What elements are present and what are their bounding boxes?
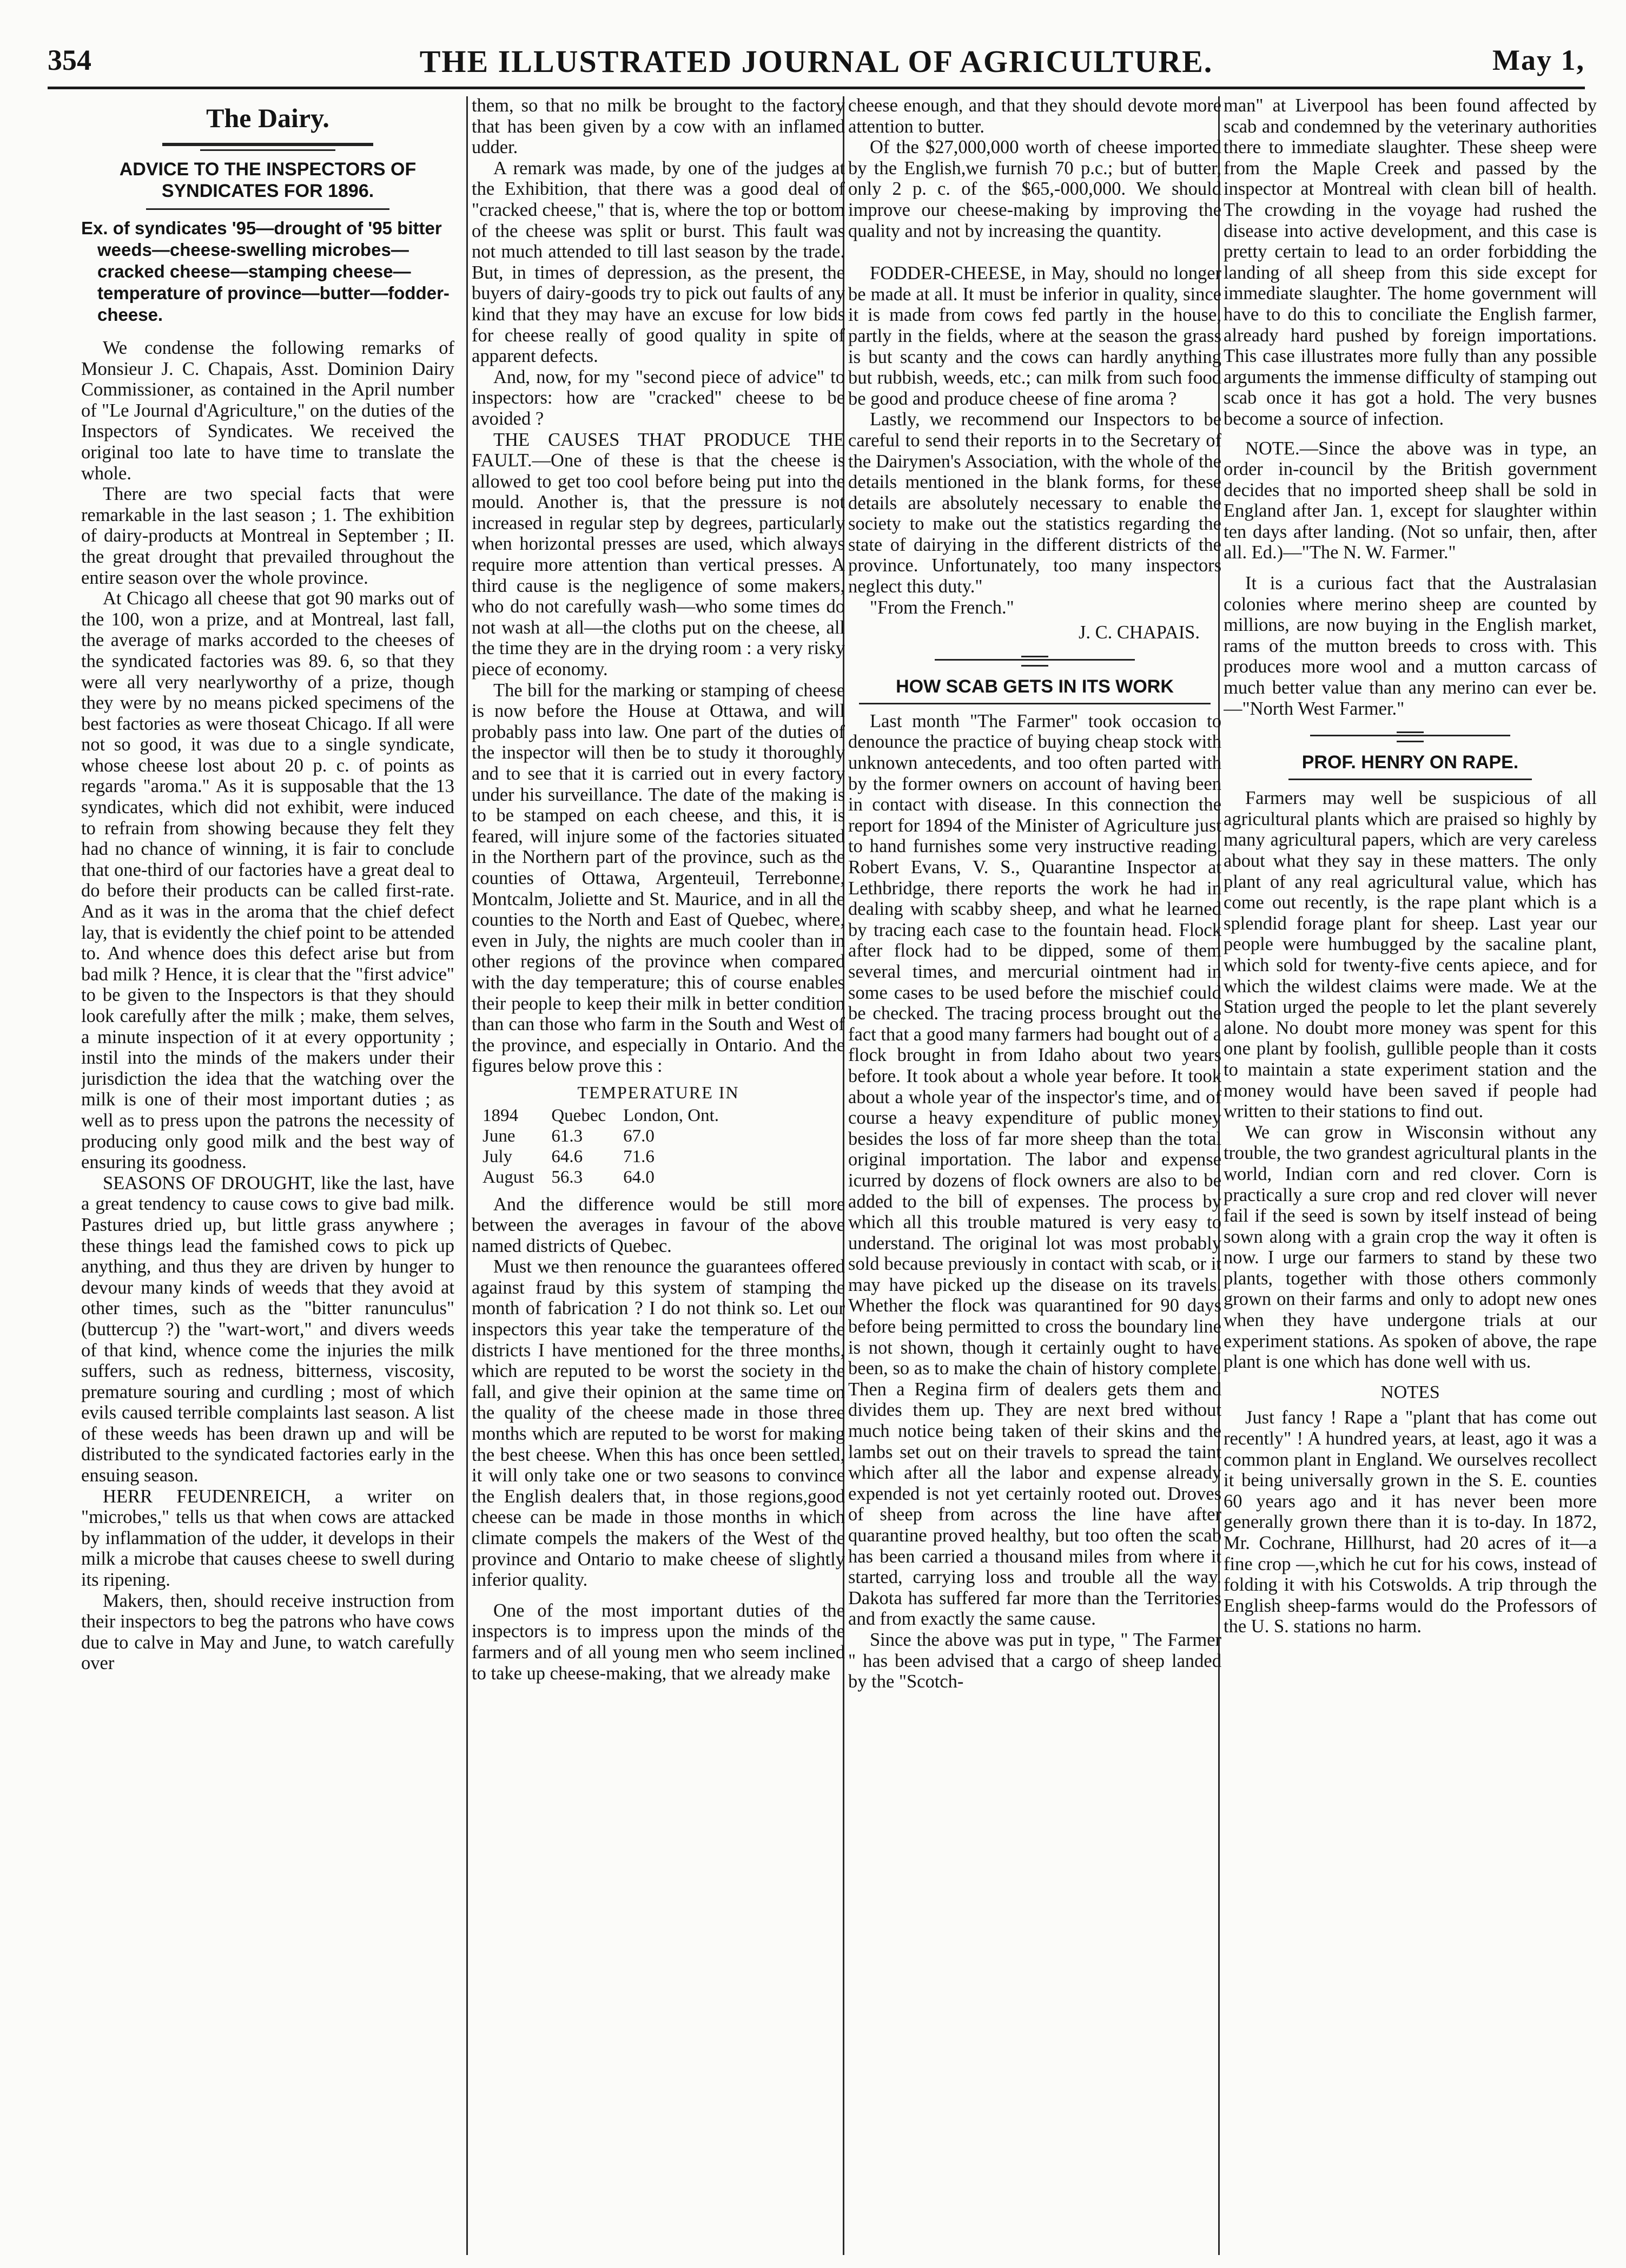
paragraph: We condense the following remarks of Monsieur J. C. Chapais, Asst. Dominion Dairy Commissioner, as contained in the April number of "Le Journal d'Agriculture," on the duties of the Inspectors of Syndicates. We received the original too late to have time to translate the whole. xyxy=(81,338,454,484)
table-header-row xyxy=(482,1105,736,1126)
table-cell: August xyxy=(482,1167,534,1187)
paragraph: Last month "The Farmer" took occasion to denounce the practice of buying cheap stock with unknown antecedents, and too often parted with by the former owners on account of having been in contact with disease. In this connection the report for 1894 of the Minister of Agriculture just to hand furnishes some very instructive reading. Robert Evans, V. S., Quarantine Inspector at Lethbridge, there reports the work he had in dealing with scabby sheep, and what he learned by tracing each case to the fountain head. Flock after flock had to be dipped, some of them several times, and mercurial ointment had in some cases to be used before the mischief could be checked. The tracing process brought out the fact that a good many farmers had bought out of a flock brought in from Idaho about two years before. It took about a whole year before. It took about a whole year of the inspector's time, and of course a heavy expenditure of public money besides the loss of far more sheep than the total original importation. The labor and expense icurred by dozens of flock owners are also to be added to the bill of expenses. The process by which all this trouble matured is very easy to understand. The original lot was most probably sold because previously in contact with scab, or it may have picked up the disease on its travels. Whether the flock was quarantined for 90 days before being permitted to cross the boundary line is not shown, though it certainly ought to have been, so as to make the chain of history complete. Then a Regina firm of dealers gets them and divides them up. They are next bred without much notice being taken of their skins and the lambs set out on their travels to spread the taint which after all the labor and expense already expended is not yet certainly rooted out. Droves of sheep from across the line have after quarantine proved healthy, but too often the scab has been carried a thousand miles from where it started, carrying loss and trouble all the way. Dakota has suffered far more than the Territories and from exactly the same cause. xyxy=(848,710,1221,1630)
table-cell: 56.3 xyxy=(551,1167,583,1187)
paragraph: There are two special facts that were remarkable in the last season ; 1. The exhibition of dairy-products at Montreal in September ; II. the great drought that prevailed throughout the entire season over the whole province. xyxy=(81,484,454,588)
ornamental-rule xyxy=(848,652,1221,668)
table-cell: 64.0 xyxy=(623,1167,655,1187)
article-subhead: Ex. of syndicates '95—drought of '95 bitter weeds—cheese-swelling microbes—cracked cheese—stamping cheese—temperature of province—butter—fodder-cheese. xyxy=(81,218,450,325)
temperature-table xyxy=(472,1082,845,1188)
section-rule xyxy=(200,149,335,151)
headline-rule xyxy=(1288,779,1532,780)
paragraph: SEASONS OF DROUGHT, like the last, have a great tendency to cause cows to give bad milk. Pastures dried up, but little grass anywhere ; these things lead the famished cows to pick up anything, and thus they are driven by hunger to devour many kinds of weeds that they avoid at other times, such as the "bitter ranunculus" (buttercup ?) the "wart-wort," and divers weeds of that kind, whence come the injuries the milk suffers, such as redness, bitterness, viscosity, premature souring and curdling ; most of which evils caused terrible complaints last season. A list of these weeds has been drawn up and will be distributed to the syndicated factories early in the ensuing season. xyxy=(81,1172,454,1486)
paragraph: We can grow in Wisconsin without any trouble, the two grandest agricultural plants in the world, Indian corn and red clover. Corn is practically a sure crop and red clover will never fail if the seed is sown by itself instead of being sown along with a grain crop the way it often is now. I urge our farmers to stand by these two plants, together with those others commonly grown on their farms and only to adopt new ones when they have undergone trials at our experiment stations. As spoken of above, the rape plant is one which has done well with us. xyxy=(1224,1122,1597,1373)
page-number: 354 xyxy=(48,44,91,76)
table-cell: June xyxy=(482,1126,515,1146)
paragraph: Makers, then, should receive instruction from their inspectors to beg the patrons who have cows due to calve in May and June, to watch carefully over xyxy=(81,1590,454,1674)
paragraph: them, so that no milk be brought to the factory that has been given by a cow with an inflamed udder. xyxy=(472,95,845,158)
header-rule xyxy=(48,87,1585,89)
table-title: TEMPERATURE IN xyxy=(577,1082,739,1102)
paragraph: Of the $27,000,000 worth of cheese imported by the English,we furnish 70 p.c.; but of butter, only 2 p. c. of the $65,-000,000. We should improve our cheese-making by improving the quality and not by increasing the quantity. xyxy=(848,137,1221,241)
article-headline: PROF. HENRY ON RAPE. xyxy=(1301,752,1519,773)
table-cell: 71.6 xyxy=(623,1146,655,1166)
column-4 xyxy=(1224,95,1597,2254)
journal-title: THE ILLUSTRATED JOURNAL OF AGRICULTURE. xyxy=(419,44,1213,79)
table-cell: July xyxy=(482,1146,513,1166)
table-row xyxy=(482,1126,736,1146)
paragraph: man" at Liverpool has been found affected by scab and condemned by the veterinary authorities there to immediate slaughter. These sheep were from the Maple Creek and passed by the inspector at Montreal with clean bill of health. The crowding in the voyage had rushed the disease into active development, and this case is pretty certain to lead to an order forbidding the landing of all sheep from this side except for immediate slaughter. The home government will have to do this to conciliate the English farmer, already hard pushed by foreign importations. This case illustrates more fully than any possible arguments the immense difficulty of stamping out scab once it has got a hold. The very busnes become a source of infection. xyxy=(1224,95,1597,429)
paragraph: The bill for the marking or stamping of cheese is now before the House at Ottawa, and will probably pass into law. One part of the duties of the inspector will then be to study it thoroughly and to see that it is carried out in every factory under his surveillance. The date of the making is to be stamped on each cheese, and this, it is feared, will injure some of the factories situated in the Northern part of the province, such as the counties of Ottawa, Argenteuil, Terrebonne, Montcalm, Joliette and St. Maurice, and in all the counties to the North and East of Quebec, where, even in July, the nights are much cooler than in other regions of the province when compared with the day temperature; this of course enables their people to keep their milk in better condition than can those who farm in the South and West of the province, and especially in Ontario. And the figures below prove this : xyxy=(472,680,845,1077)
ornamental-rule xyxy=(1224,728,1597,744)
paragraph: THE CAUSES THAT PRODUCE THE FAULT.—One of these is that the cheese is allowed to get too cool before being put into the mould. Another is, that the pressure is not increased in regular step by degrees, particularly when horizontal presses are used, which always require more attention than vertical presses. A third cause is the negligence of some makers, who do not carefully wash—who some times do not wash at all—the cloths put on the cheese, all the time they are in the drying room : a very risky piece of economy. xyxy=(472,429,845,680)
paragraph: Farmers may well be suspicious of all agricultural plants which are praised so highly by many agricultural papers, which are very careless about what they say in these matters. The only plant of any real agricultural value, which has come out recently, is the rape plant which is a splendid forage plant for sheep. Last year our people were humbugged by the sacaline plant, which sold for twenty-five cents apiece, and for which the wildest claims were made. We at the Station urged the people to let the plant severely alone. No doubt more money was spent for this one plant by foolish, gullible people than it costs to maintain a state experiment station and the money would have been saved if people had written to their stations to find out. xyxy=(1224,788,1597,1122)
paragraph: cheese enough, and that they should devote more attention to butter. xyxy=(848,95,1221,137)
column-3 xyxy=(848,95,1221,2254)
column-1 xyxy=(81,95,454,2254)
paragraph: NOTE.—Since the above was in type, an order in-council by the British government decides that no imported sheep shall be sold in England after Jan. 1, except for slaughter within ten days after landing. (Not so unfair, then, after all. Ed.)—"The N. W. Farmer." xyxy=(1224,438,1597,563)
paragraph: Lastly, we recommend our Inspectors to be careful to send their reports in to the Secretary of the Dairymen's Association, with the whole of the details mentioned in the blank forms, for these details are absolutely necessary to enable the society to make out the statistics regarding the state of dairying in the different districts of the province. Unfortunately, too many inspectors neglect this duty." xyxy=(848,409,1221,597)
paragraph: Since the above was put in type, " The Farmer " has been advised that a cargo of sheep landed by the "Scotch- xyxy=(848,1629,1221,1692)
table-header: London, Ont. xyxy=(623,1105,719,1125)
paragraph: Just fancy ! Rape a "plant that has come out recently" ! A hundred years, at least, ago it was a common plant in England. We ourselves recollect it being universally grown in the S. E. counties 60 years ago and it has never been more generally grown there than it is to-day. In 1872, Mr. Cochrane, Hillhurst, had 20 acres of it—a fine crop —,which he cut for his cows, instead of folding it with his Cotswolds. A trip through the English sheep-farms would do the Professors of the U. S. stations no harm. xyxy=(1224,1407,1597,1637)
paragraph: And, now, for my "second piece of advice" to inspectors: how are "cracked" cheese to be avoided ? xyxy=(472,366,845,429)
table-row xyxy=(482,1167,736,1188)
article-headline: ADVICE TO THE INSPECTORS OF SYNDICATES FOR 1896. xyxy=(119,159,417,201)
table-row xyxy=(482,1146,736,1167)
article-body xyxy=(81,338,454,1674)
paragraph: It is a curious fact that the Australasian colonies where merino sheep are counted by millions, are now buying in the English market, rams of the mutton breeds to cross with. This produces more wool and a mutton carcass of much better value than any merino can ever be.—"North West Farmer." xyxy=(1224,573,1597,719)
table-cell: 67.0 xyxy=(623,1126,655,1146)
article-headline: HOW SCAB GETS IN ITS WORK xyxy=(896,676,1174,697)
paragraph: "From the French." xyxy=(870,597,1014,618)
paragraph: A remark was made, by one of the judges at the Exhibition, that there was a good deal of "cracked cheese," that is, where the top or bottom of the cheese was split or burst. This fault was not much attended to till last season by the trade. But, in times of depression, as the present, the buyers of dairy-goods try to pick out faults of any kind that they may have an excuse for low bids for cheese really of good quality in spite of apparent defects. xyxy=(472,157,845,367)
headline-rule xyxy=(146,208,389,210)
headline-rule xyxy=(859,703,1211,704)
column-divider xyxy=(466,96,468,2255)
paragraph: One of the most important duties of the inspectors is to impress upon the minds of the farmers and of all young men who seem inclined to take up cheese-making, that we already make xyxy=(472,1600,845,1684)
notes-heading: NOTES xyxy=(1380,1382,1440,1402)
paragraph: At Chicago all cheese that got 90 marks out of the 100, won a prize, and at Montreal, last fall, the average of marks accorded to the cheeses of the syndicated factories was 89. 6, so that they were all very nearlyworthy of a prize, though they were by no means picked specimens of the best factories as were thoseat Chicago. If all were not so good, it was due to a single syndicate, whose cheese lost about 20 p. c. of points as regards "aroma." As it is supposable that the 13 syndicates, which did not exhibit, were induced to refrain from showing because they felt they had no chance of winning, it is fair to conclude that one-third of our factories have a great deal to do before their products can be called first-rate. And as it was in the aroma that the chief defect lay, that is evidently the chief point to be attended to. And whence does this defect arise but from bad milk ? Hence, it is clear that the "first advice" to be given to the Inspectors is that they should look carefully after the milk ; make, them selves, a minute inspection of it at every opportunity ; instil into the minds of the makers under their jurisdiction the idea that the watching over the milk is one of their most important duties ; as well as to press upon the patrons the necessity of producing only good milk and the best way of ensuring its goodness. xyxy=(81,588,454,1173)
paragraph: HERR FEUDENREICH, a writer on "microbes," tells us that when cows are attacked by inflammation of the udder, it develops in their milk a microbe that causes cheese to swell during its ripening. xyxy=(81,1486,454,1591)
paragraph: Must we then renounce the guarantees offered against fraud by this system of stamping the month of fabrication ? I do not think so. Let our inspectors this year take the temperature of the districts I have mentioned for the three months, which are reputed to be worst the society in the fall, and give their opinion at the same time on the quality of the cheese made in those three months which are reputed to be worst for making the best cheese. When this has once been settled, it will only take one or two seasons to convince the English dealers that, in those regions,good cheese can be made in those months in which climate compels the makers of the West of the province and Ontario to make cheese of slightly inferior quality. xyxy=(472,1256,845,1591)
paragraph: FODDER-CHEESE, in May, should no longer be made at all. It must be inferior in quality, since it is made from cows fed partly in the house, partly in the fields, where at the season the grass is but scanty and the cows can hardly anything but rubbish, weeds, etc.; can milk from such food be good and produce cheese of fine aroma ? xyxy=(848,263,1221,409)
table-cell: 61.3 xyxy=(551,1126,583,1146)
issue-date: May 1, xyxy=(1492,44,1585,76)
table-header: 1894 xyxy=(482,1105,518,1125)
paragraph: And the difference would be still more between the averages in favour of the above named districts of Quebec. xyxy=(472,1194,845,1256)
column-2 xyxy=(472,95,845,2254)
table-cell: 64.6 xyxy=(551,1146,583,1166)
page-header xyxy=(48,43,1585,87)
table-header: Quebec xyxy=(551,1105,606,1125)
section-rule xyxy=(162,143,373,146)
author-signature: J. C. CHAPAIS. xyxy=(1078,622,1200,643)
section-title: The Dairy. xyxy=(206,103,329,133)
